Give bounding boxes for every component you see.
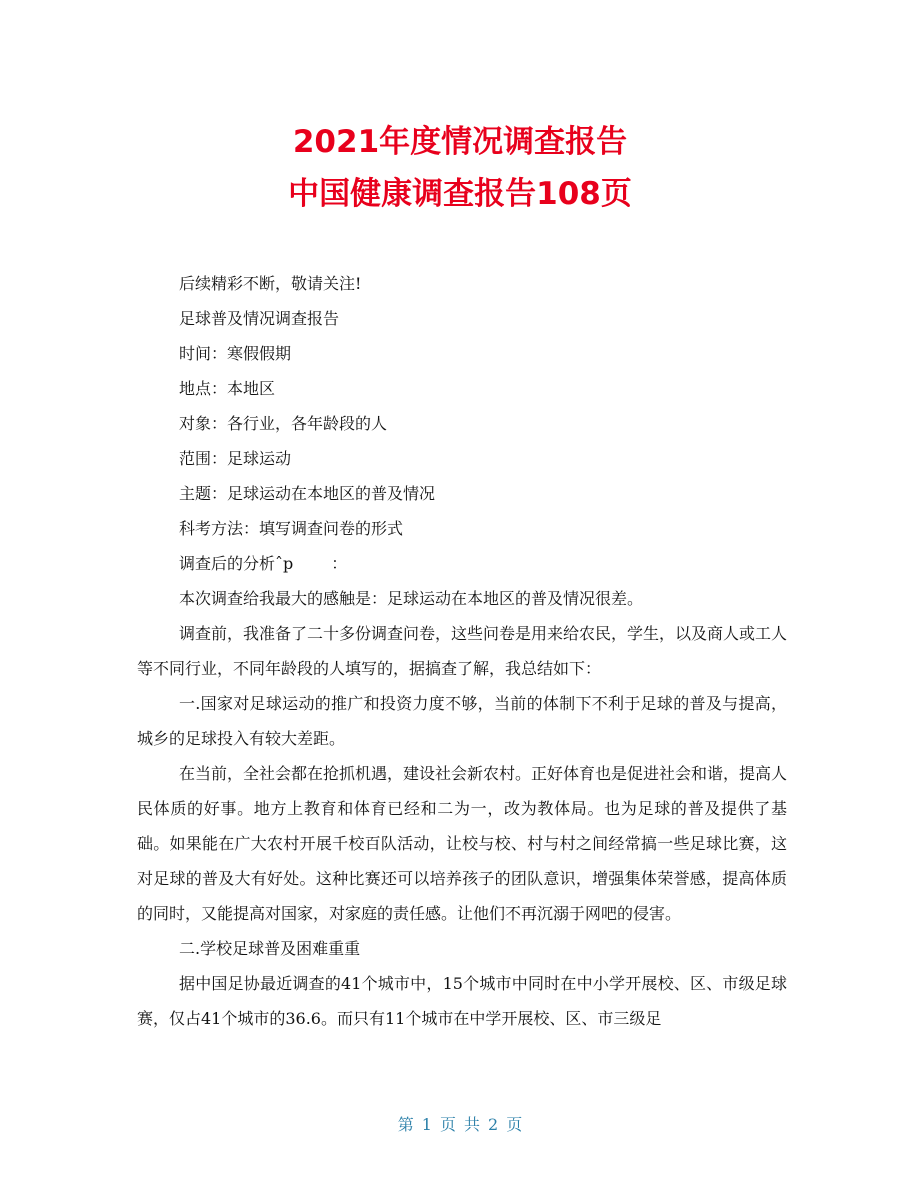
location-line: 地点：本地区 (179, 379, 276, 398)
footer-total-unit: 页 (506, 1115, 523, 1134)
footer-page-number: 1 (421, 1115, 432, 1134)
subjects-line: 对象：各行业，各年龄段的人 (179, 414, 388, 433)
footer-page-unit: 页 (439, 1115, 456, 1134)
footer-total-word: 共 (464, 1115, 481, 1134)
paragraph-survey-data: 据中国足协最近调查的41个城市中，15个城市中同时在中小学开展校、区、市级足球赛，仅占41个城市的36.6。而只有11个城市在中学开展校、区、市三级足 (137, 974, 787, 1028)
report-subtitle: 足球普及情况调查报告 (179, 309, 340, 328)
paragraph-point-one: 一.国家对足球运动的推广和投资力度不够，当前的体制下不利于足球的普及与提高，城乡的足球投入有较大差距。 (137, 694, 787, 748)
page-footer (0, 1112, 920, 1135)
footer-total-number: 2 (488, 1115, 499, 1134)
paragraph-current-situation: 在当前，全社会都在抢抓机遇，建设社会新农村。正好体育也是促进社会和谐，提高人民体质的好事。地方上教育和体育已经和二为一，改为教体局。也为足球的普及提供了基础。如果能在广大农村开展千校百队活动，让校与校、村与村之间经常搞一些足球比赛，这对足球的普及大有好处。这种比赛还可以培养孩子的团队意识，增强集体荣誉感，提高体质的同时，又能提高对国家，对家庭的责任感。让他们不再沉溺于网吧的侵害。 (137, 764, 788, 923)
paragraph-survey-intro: 调查前，我准备了二十多份调查问卷，这些问卷是用来给农民，学生，以及商人或工人等不同行业，不同年龄段的人填写的，据搞查了解，我总结如下： (137, 624, 788, 678)
footer-page-word: 第 (397, 1115, 414, 1134)
title-line-1: 2021年度情况调查报告 (292, 124, 628, 160)
document-title (0, 116, 920, 220)
time-line: 时间：寒假假期 (179, 344, 292, 363)
scope-line: 范围：足球运动 (179, 449, 292, 468)
analysis-line (137, 546, 787, 581)
analysis-colon: ： (331, 554, 348, 573)
title-line-2: 中国健康调查报告108页 (288, 176, 632, 212)
topic-line: 主题：足球运动在本地区的普及情况 (179, 484, 436, 503)
impression-line: 本次调查给我最大的感触是：足球运动在本地区的普及情况很差。 (179, 589, 644, 608)
analysis-label: 调查后的分析ˆp (179, 554, 294, 573)
method-line: 科考方法：填写调查问卷的形式 (179, 519, 404, 538)
notice-line: 后续精彩不断，敬请关注! (179, 274, 362, 293)
section-heading-two: 二.学校足球普及困难重重 (179, 939, 361, 958)
document-body (137, 266, 787, 1036)
